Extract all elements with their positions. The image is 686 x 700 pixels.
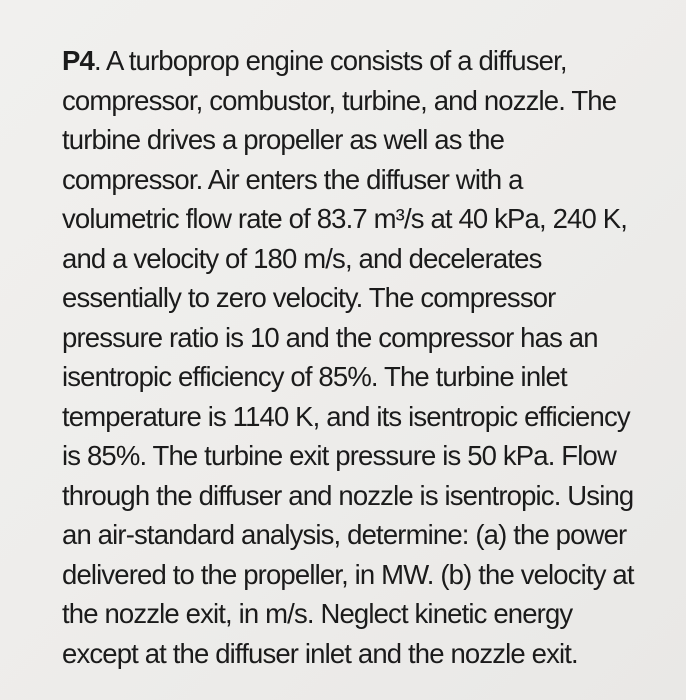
problem-line-2: compressor, combustor, turbine, and nozzle. The: [62, 84, 617, 116]
problem-line-9: isentropic efficiency of 85%. The turbine inlet: [62, 361, 567, 392]
problem-line-7: essentially to zero velocity. The compressor: [62, 282, 556, 313]
problem-line-8: pressure ratio is 10 and the compressor has an: [62, 321, 598, 353]
problem-line-1: [62, 41, 672, 81]
problem-line-13: an air-standard analysis, determine: (a) the power: [62, 519, 627, 550]
problem-line-14: delivered to the propeller, in MW. (b) the velocity at: [62, 558, 634, 590]
problem-line-3: turbine drives a propeller as well as the: [62, 124, 505, 155]
problem-line-12: through the diffuser and nozzle is isentropic. Using: [62, 479, 634, 511]
problem-line-10: temperature is 1140 K, and its isentropic efficiency: [62, 400, 630, 432]
problem-line-1-text: . A turboprop engine consists of a diffuser,: [93, 45, 567, 76]
problem-label: P4: [62, 45, 94, 76]
problem-line-15: the nozzle exit, in m/s. Neglect kinetic energy: [62, 598, 573, 629]
problem-line-5: volumetric flow rate of 83.7 m³/s at 40 kPa, 240 K,: [62, 203, 627, 234]
problem-statement: [62, 41, 672, 673]
problem-line-16: except at the diffuser inlet and the nozzle exit.: [62, 637, 578, 669]
problem-line-4: compressor. Air enters the diffuser with a: [62, 163, 523, 195]
problem-line-11: is 85%. The turbine exit pressure is 50 kPa. Flow: [62, 440, 616, 471]
problem-line-6: and a velocity of 180 m/s, and decelerates: [62, 242, 542, 274]
